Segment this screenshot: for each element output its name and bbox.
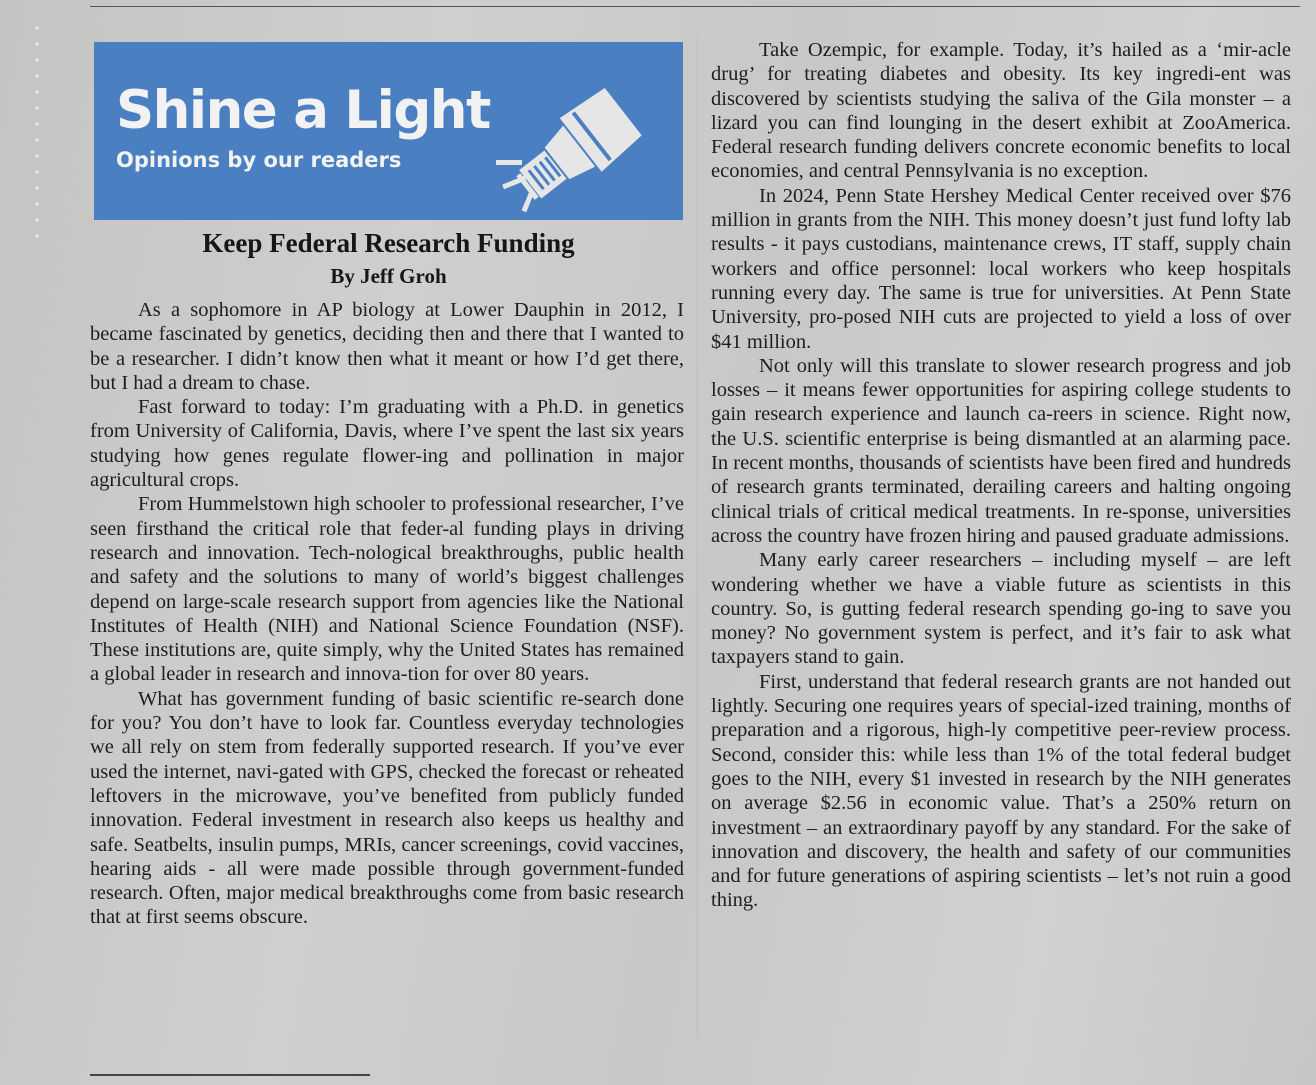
article-byline: By Jeff Groh (330, 264, 447, 288)
paragraph: As a sophomore in AP biology at Lower Dauphin in 2012, I became fascinated by genetics, deciding then and there that I wanted to be a researcher. I didn’t know then what it meant or how I’d get there, but I had a dream to chase. (90, 299, 684, 394)
right-column (711, 38, 1291, 913)
paragraph: In 2024, Penn State Hershey Medical Center received over $76 million in grants from the NIH. This money doesn’t just fund lofty lab results - it pays custodians, maintenance crews, IT staff, supply chain workers and office personnel: local workers who keep hospitals running every day. The same is true for universities. At Penn State University, pro-posed NIH cuts are projected to yield a loss of over $41 million. (711, 184, 1291, 353)
paragraph: From Hummelstown high schooler to professional researcher, I’ve seen firsthand the critical role that feder-al funding plays in driving research and innovation. Tech-nological breakthroughs, public health and safety and the solutions to many of world’s biggest challenges depend on large-scale research support from agencies like the National Institutes of Health (NIH) and National Science Foundation (NSF). These institutions are, quite simply, why the United States has remained a global leader in research and innova-tion for over 80 years. (90, 493, 684, 686)
banner-subtitle: Opinions by our readers (116, 148, 402, 172)
binding-dots (34, 20, 40, 250)
paragraph: Fast forward to today: I’m graduating with a Ph.D. in genetics from University of California, Davis, where I’ve spent the last six years studying how genes regulate flower-ing and pollination in major agricultural crops. (90, 396, 684, 492)
top-rule (90, 6, 1300, 7)
banner-title: Shine a Light (116, 80, 490, 141)
paragraph: Take Ozempic, for example. Today, it’s hailed as a ‘mir-acle drug’ for treating diabetes and obesity. Its key ingredi-ent was discovered by scientists studying the saliva of the Gila monster – a lizard you can find lounging in the desert exhibit at ZooAmerica. Federal research funding delivers concrete economic benefits to local economies, and central Pennsylvania is no exception. (711, 39, 1291, 183)
paragraph: Not only will this translate to slower research progress and job losses – it means fewer opportunities for aspiring college students to gain research experience and launch ca-reers in science. Right now, the U.S. scientific enterprise is being dismantled at an alarming pace. In recent months, thousands of scientists have been fired and hundreds of research grants terminated, derailing careers and halting ongoing clinical trials of critical medical treatments. In re-sponse, universities across the country have frozen hiring and paused graduate admissions. (711, 354, 1291, 547)
section-banner (94, 42, 683, 220)
article-headline: Keep Federal Research Funding (202, 228, 575, 258)
bottom-rule (90, 1074, 370, 1076)
paragraph: Many early career researchers – including myself – are left wondering whether we have a viable future as scientists in this country. So, is gutting federal research spending go-ing to save you money? No government system is perfect, and it’s fair to ask what taxpayers stand to gain. (711, 549, 1291, 669)
paragraph: What has government funding of basic scientific re-search done for you? You don’t have to look far. Countless everyday technologies we all rely on stem from federally supported research. If you’ve ever used the internet, navi-gated with GPS, checked the forecast or reheated leftovers in the microwave, you’ve benefited from publicly funded innovation. Federal investment in research also keeps us healthy and safe. Seatbelts, insulin pumps, MRIs, cancer screenings, covid vaccines, hearing aids - all were made possible through government-funded research. Often, major medical breakthroughs come from basic research that at first seems obscure. (90, 687, 684, 929)
column-divider (697, 36, 698, 1036)
paragraph: First, understand that federal research grants are not handed out lightly. Securing one requires years of special-ized training, months of preparation and a rigorous, high-ly competitive peer-review process. Second, consider this: while less than 1% of the total federal budget goes to the NIH, every $1 invested in research by the NIH generates on average $2.56 in economic value. That’s a 250% return on investment – an extraordinary payoff by any standard. For the sake of innovation and discovery, the health and safety of our communities and for future generations of aspiring scientists – let’s not ruin a good thing. (711, 670, 1291, 912)
left-column (90, 298, 684, 930)
flashlight-icon (492, 62, 662, 212)
